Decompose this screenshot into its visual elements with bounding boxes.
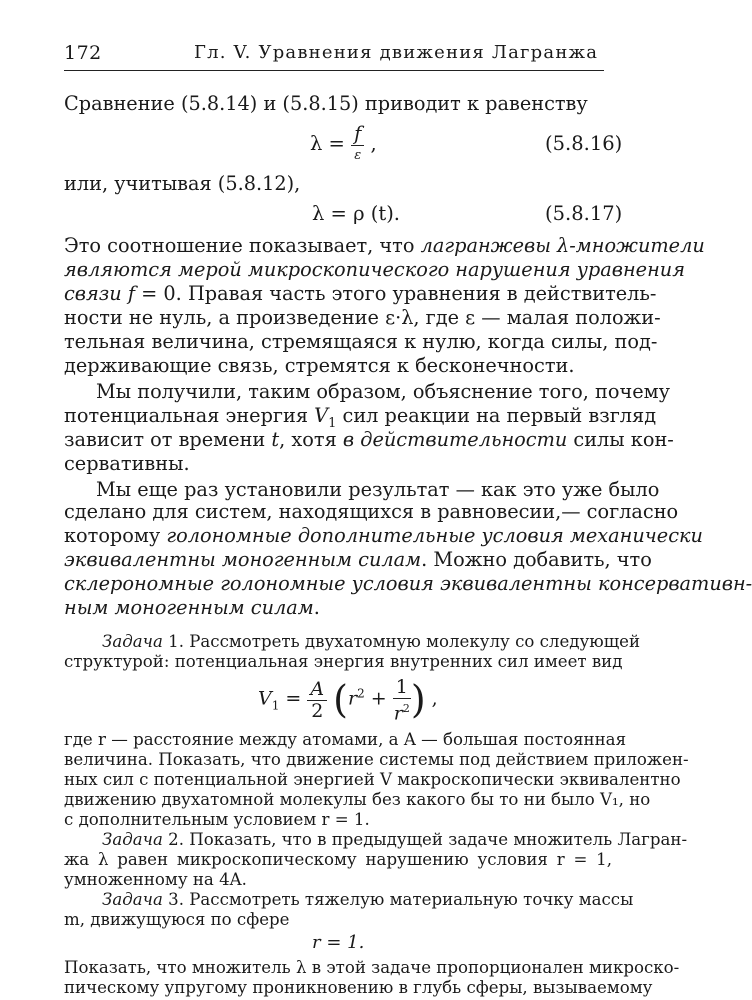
- equation-number-5-8-17: (5.8.17): [545, 202, 623, 225]
- text: , хотя: [279, 428, 343, 451]
- p3-line-6: [64, 596, 612, 620]
- eq-lhs: λ =: [310, 132, 345, 155]
- variable-f: f: [127, 282, 135, 305]
- task1-line-2: структурой: потенциальная энергия внутренних сил имеет вид: [64, 652, 623, 671]
- frac-num: A: [307, 678, 327, 701]
- p1-line-5: тельная величина, стремящаяся к нулю, когда силы, под-: [64, 330, 658, 353]
- formula-plus: +: [364, 687, 393, 710]
- variable-t: t: [271, 428, 280, 451]
- emphasis: в действительности: [342, 428, 568, 451]
- p3-line-2: сделано для систем, находящихся в равновесии,— согласно: [64, 500, 679, 523]
- task1-formula: [258, 676, 438, 723]
- text: = 0. Правая часть этого уравнения в действитель-: [135, 282, 657, 305]
- task-label: Задача: [102, 890, 163, 909]
- frac-exp: 2: [402, 702, 410, 715]
- text: зависит от времени: [64, 428, 272, 451]
- text: сил реакции на первый взгляд: [336, 404, 657, 427]
- emphasis: ным моногенным силам: [64, 596, 314, 619]
- p1-line-2: являются мерой микроскопического нарушения уравнения: [64, 258, 685, 281]
- text: . Можно добавить, что: [421, 548, 652, 571]
- text: которому: [64, 524, 167, 547]
- text: Это соотношение показывает, что: [64, 234, 421, 257]
- p2-line-1: Мы получили, таким образом, объяснение того, почему: [96, 380, 671, 403]
- formula-eq: =: [279, 687, 308, 710]
- task1-line-3: где r — расстояние между атомами, а A — большая постоянная: [64, 730, 627, 749]
- p3-line-1: Мы еще раз установили результат — как это уже было: [96, 478, 660, 501]
- emphasis: лагранжевы λ-множители: [420, 234, 705, 257]
- task2-line-1: [102, 830, 688, 850]
- formula-sub: 1: [271, 698, 280, 713]
- task3-formula: r = 1.: [312, 932, 365, 953]
- equation-number-5-8-16: (5.8.16): [545, 132, 623, 155]
- intro-line: Сравнение (5.8.14) и (5.8.15) приводит к равенству: [64, 92, 588, 115]
- text: потенциальная энергия: [64, 404, 315, 427]
- text: 3. Рассмотреть тяжелую материальную точку массы: [162, 890, 634, 909]
- task3-line-2: m, движущуюся по сфере: [64, 910, 290, 929]
- eq-tail: ,: [370, 132, 377, 155]
- formula-tail: ,: [425, 687, 438, 710]
- p1-line-4: ности не нуль, а произведение ε·λ, где ε — малая положи-: [64, 306, 661, 329]
- frac-one: 1: [393, 676, 411, 699]
- task1-line-4: величина. Показать, что движение системы под действием приложен-: [64, 750, 689, 769]
- emphasis: эквивалентны моногенным силам: [64, 548, 422, 571]
- frac-r: r: [393, 702, 403, 725]
- eq-denominator: ε: [354, 148, 362, 163]
- task2-line-3: умноженному на 4A.: [64, 870, 247, 889]
- page-number: 172: [64, 42, 102, 64]
- emphasis: связи: [64, 282, 128, 305]
- paren-close: ): [410, 677, 426, 722]
- task1-line-5: ных сил с потенциальной энергией V макроскопически эквивалентно: [64, 770, 681, 789]
- p2-line-4: сервативны.: [64, 452, 190, 475]
- formula-frac-a: [307, 678, 327, 721]
- text: силы кон-: [567, 428, 674, 451]
- equation-5-8-17: λ = ρ (t).: [312, 202, 401, 225]
- formula-frac-r: [393, 676, 411, 723]
- task1-line-7: с дополнительным условием r = 1.: [64, 810, 370, 829]
- p1-line-6: держивающие связь, стремятся к бесконечности.: [64, 354, 575, 377]
- task3-line-3: Показать, что множитель λ в этой задаче пропорционален микроско-: [64, 958, 680, 977]
- task1-line-1: [102, 632, 641, 652]
- task-label: Задача: [102, 632, 163, 651]
- eq-numerator: f: [351, 123, 364, 146]
- subscript: 1: [328, 415, 337, 431]
- emphasis: голономные дополнительные условия механически: [166, 524, 703, 547]
- text: 1. Рассмотреть двухатомную молекулу со следующей: [162, 632, 641, 651]
- frac-den: 2: [311, 700, 324, 723]
- chapter-title: Гл. V. Уравнения движения Лагранжа: [194, 42, 599, 63]
- task-label: Задача: [102, 830, 163, 849]
- p3-line-5: склерономные голономные условия эквивалентны консервативн-: [64, 572, 752, 595]
- task1-line-6: движению двухатомной молекулы без какого бы то ни было V₁, но: [64, 790, 651, 809]
- paren-open: (: [333, 677, 348, 722]
- variable-v: V: [314, 404, 329, 427]
- text: 2. Показать, что в предыдущей задаче множитель Лагран-: [162, 830, 688, 849]
- formula-r: r: [347, 687, 358, 710]
- task3-line-4: пическому упругому проникновению в глубь сферы, вызываемому: [64, 978, 653, 997]
- text: .: [313, 596, 320, 619]
- formula-exp: 2: [357, 686, 365, 701]
- connector-line: или, учитывая (5.8.12),: [64, 172, 301, 195]
- task3-line-1: [102, 890, 634, 910]
- formula-v: V: [258, 687, 272, 710]
- task2-line-2: жа λ равен микроскопическому нарушению условия r = 1,: [64, 850, 612, 869]
